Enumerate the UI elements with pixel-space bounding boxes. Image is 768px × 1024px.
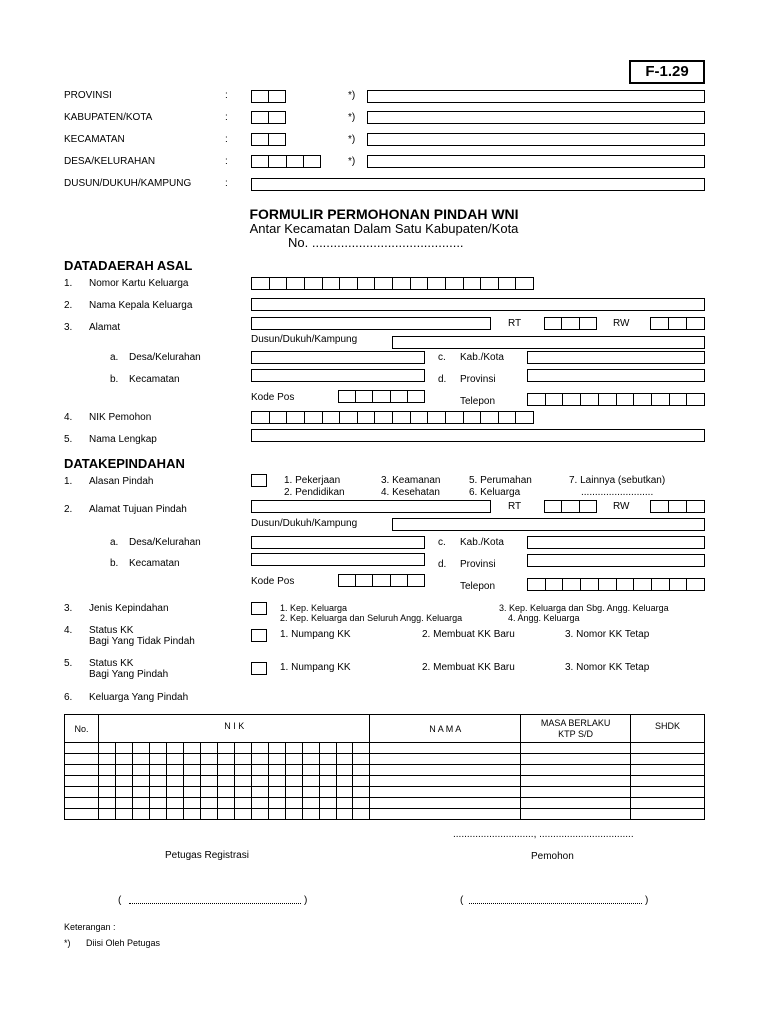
item-number: 3. xyxy=(64,603,73,614)
table-cell[interactable] xyxy=(115,798,132,809)
table-cell[interactable] xyxy=(115,787,132,798)
dusun-label: Dusun/Dukuh/Kampung xyxy=(251,334,358,345)
table-cell[interactable] xyxy=(631,743,705,754)
table-cell[interactable] xyxy=(353,765,370,776)
table-cell[interactable] xyxy=(319,809,336,820)
nomor-kk-field[interactable] xyxy=(251,277,534,290)
alamat-field[interactable] xyxy=(251,317,491,330)
header-note: *) xyxy=(348,90,356,101)
table-cell[interactable] xyxy=(65,776,99,787)
status-kk-tidak-pindah-checkbox[interactable] xyxy=(251,629,267,642)
table-row xyxy=(65,798,705,809)
table-cell[interactable] xyxy=(285,754,302,765)
kode-pos-asal-field[interactable] xyxy=(338,390,425,403)
status-kk-option: 2. Membuat KK Baru xyxy=(422,662,515,673)
desa-code-field[interactable] xyxy=(251,155,321,168)
notes-text: Diisi Oleh Petugas xyxy=(86,938,161,948)
label-nik-pemohon: NIK Pemohon xyxy=(89,412,152,423)
table-cell[interactable] xyxy=(149,776,166,787)
table-cell[interactable] xyxy=(521,765,631,776)
table-cell[interactable] xyxy=(353,798,370,809)
desa-label: Desa/Kelurahan xyxy=(129,537,201,548)
header-label-kecamatan: KECAMATAN xyxy=(64,134,125,145)
dusun-tujuan-field[interactable] xyxy=(392,518,705,531)
table-cell[interactable] xyxy=(302,776,319,787)
jenis-kepindahan-checkbox[interactable] xyxy=(251,602,267,615)
petugas-label: Petugas Registrasi xyxy=(165,850,249,861)
provinsi-code-field[interactable] xyxy=(251,90,286,103)
desa-tujuan-field[interactable] xyxy=(251,536,425,549)
column-header-masa-line2: KTP S/D xyxy=(558,728,594,739)
table-cell[interactable] xyxy=(521,776,631,787)
rt-field[interactable] xyxy=(544,317,597,330)
table-cell[interactable] xyxy=(217,798,234,809)
table-row xyxy=(65,776,705,787)
table-cell[interactable] xyxy=(370,787,521,798)
item-number: 4. xyxy=(64,412,73,423)
table-row xyxy=(65,809,705,820)
table-cell[interactable] xyxy=(234,743,251,754)
header-label-dusun: DUSUN/DUKUH/KAMPUNG xyxy=(64,178,192,189)
petugas-signature-line[interactable] xyxy=(129,903,301,904)
nama-kepala-field[interactable] xyxy=(251,298,705,311)
table-cell[interactable] xyxy=(336,754,353,765)
kode-pos-tujuan-field[interactable] xyxy=(338,574,425,587)
label-status-kk-tidak-pindah-sub: Bagi Yang Tidak Pindah xyxy=(89,636,195,647)
table-cell[interactable] xyxy=(200,754,217,765)
table-cell[interactable] xyxy=(200,787,217,798)
table-cell[interactable] xyxy=(115,809,132,820)
jenis-option: 1. Kep. Keluarga xyxy=(280,603,348,613)
table-cell[interactable] xyxy=(285,809,302,820)
table-cell[interactable] xyxy=(285,798,302,809)
sub-letter: b. xyxy=(110,374,119,385)
table-cell[interactable] xyxy=(98,754,115,765)
dusun-label: Dusun/Dukuh/Kampung xyxy=(251,518,358,529)
table-cell[interactable] xyxy=(200,765,217,776)
table-cell[interactable] xyxy=(132,765,149,776)
table-cell[interactable] xyxy=(268,743,285,754)
jenis-option: 3. Kep. Keluarga dan Sbg. Angg. Keluarga xyxy=(499,603,669,613)
table-cell[interactable] xyxy=(234,765,251,776)
table-row xyxy=(65,787,705,798)
sub-letter: b. xyxy=(110,558,119,569)
table-cell[interactable] xyxy=(166,798,183,809)
date-line: ............................., .................................. xyxy=(453,829,634,840)
table-cell[interactable] xyxy=(285,765,302,776)
dusun-name-field[interactable] xyxy=(251,178,705,191)
table-cell[interactable] xyxy=(217,765,234,776)
table-cell[interactable] xyxy=(370,754,521,765)
provinsi-asal-field[interactable] xyxy=(527,369,705,382)
table-cell[interactable] xyxy=(217,743,234,754)
table-cell[interactable] xyxy=(98,809,115,820)
notes-title: Keterangan : xyxy=(64,922,116,932)
kab-asal-field[interactable] xyxy=(527,351,705,364)
header-colon: : xyxy=(225,112,228,123)
table-cell[interactable] xyxy=(98,776,115,787)
table-cell[interactable] xyxy=(285,787,302,798)
label-status-kk-pindah-sub: Bagi Yang Pindah xyxy=(89,669,169,680)
table-cell[interactable] xyxy=(200,776,217,787)
provinsi-label: Provinsi xyxy=(460,374,496,385)
table-cell[interactable] xyxy=(234,754,251,765)
table-cell[interactable] xyxy=(132,776,149,787)
table-cell[interactable] xyxy=(251,798,268,809)
table-cell[interactable] xyxy=(166,743,183,754)
table-cell[interactable] xyxy=(149,809,166,820)
item-number: 3. xyxy=(64,322,73,333)
table-cell[interactable] xyxy=(65,787,99,798)
sub-letter: a. xyxy=(110,537,119,548)
table-cell[interactable] xyxy=(631,809,705,820)
table-row xyxy=(65,765,705,776)
rt-label: RT xyxy=(508,318,522,329)
kabupaten-name-field[interactable] xyxy=(367,111,705,124)
table-cell[interactable] xyxy=(183,809,200,820)
jenis-option: 4. Angg. Keluarga xyxy=(508,613,580,623)
column-header-nama: N A M A xyxy=(370,715,521,743)
table-cell[interactable] xyxy=(268,765,285,776)
table-cell[interactable] xyxy=(65,754,99,765)
reason-option: 5. Perumahan xyxy=(469,475,532,486)
table-cell[interactable] xyxy=(115,743,132,754)
table-cell[interactable] xyxy=(149,787,166,798)
table-cell[interactable] xyxy=(166,787,183,798)
kode-pos-label: Kode Pos xyxy=(251,392,295,403)
section-heading-asal: DATADAERAH ASAL xyxy=(64,258,193,273)
item-number: 2. xyxy=(64,300,73,311)
table-cell[interactable] xyxy=(200,743,217,754)
item-number: 6. xyxy=(64,692,73,703)
table-cell[interactable] xyxy=(98,787,115,798)
kecamatan-name-field[interactable] xyxy=(367,133,705,146)
kode-pos-label: Kode Pos xyxy=(251,576,295,587)
table-cell[interactable] xyxy=(217,809,234,820)
table-cell[interactable] xyxy=(149,754,166,765)
table-cell[interactable] xyxy=(302,798,319,809)
sub-letter: d. xyxy=(438,374,447,385)
jenis-option: 2. Kep. Keluarga dan Seluruh Angg. Keluarga xyxy=(280,613,463,623)
table-cell[interactable] xyxy=(302,787,319,798)
table-cell[interactable] xyxy=(319,798,336,809)
status-kk-option: 3. Nomor KK Tetap xyxy=(565,662,650,673)
reason-option: 4. Kesehatan xyxy=(381,487,440,498)
signature-paren-open: ( xyxy=(118,895,122,906)
table-cell[interactable] xyxy=(200,798,217,809)
table-cell[interactable] xyxy=(319,787,336,798)
rw-tujuan-field[interactable] xyxy=(650,500,705,513)
table-row xyxy=(65,743,705,754)
nik-pemohon-field[interactable] xyxy=(251,411,534,424)
rw-field[interactable] xyxy=(650,317,705,330)
table-cell[interactable] xyxy=(132,798,149,809)
table-cell[interactable] xyxy=(65,765,99,776)
telepon-tujuan-field[interactable] xyxy=(527,578,705,591)
table-cell[interactable] xyxy=(98,743,115,754)
table-cell[interactable] xyxy=(268,809,285,820)
sub-letter: a. xyxy=(110,352,119,363)
status-kk-option: 1. Numpang KK xyxy=(280,629,351,640)
notes-mark: *) xyxy=(64,938,71,948)
desa-name-field[interactable] xyxy=(367,155,705,168)
header-note: *) xyxy=(348,134,356,145)
provinsi-label: Provinsi xyxy=(460,559,496,570)
sub-letter: c. xyxy=(438,537,446,548)
table-cell[interactable] xyxy=(268,776,285,787)
table-cell[interactable] xyxy=(370,743,521,754)
table-cell[interactable] xyxy=(268,787,285,798)
column-header-nik: N I K xyxy=(98,715,370,743)
table-cell[interactable] xyxy=(353,754,370,765)
table-cell[interactable] xyxy=(319,754,336,765)
label-status-kk-pindah: Status KK xyxy=(89,658,134,669)
table-cell[interactable] xyxy=(251,787,268,798)
signature-paren-close: ) xyxy=(304,895,308,906)
table-cell[interactable] xyxy=(302,809,319,820)
family-table-header xyxy=(65,715,705,743)
column-header-shdk: SHDK xyxy=(631,715,705,743)
table-cell[interactable] xyxy=(268,798,285,809)
form-number: No. .......................................... xyxy=(288,235,464,250)
alasan-pindah-checkbox[interactable] xyxy=(251,474,267,487)
pemohon-signature-line[interactable] xyxy=(469,903,642,904)
item-number: 1. xyxy=(64,476,73,487)
table-cell[interactable] xyxy=(65,743,99,754)
table-cell[interactable] xyxy=(370,765,521,776)
signature-paren-close: ) xyxy=(645,895,649,906)
table-cell[interactable] xyxy=(521,798,631,809)
table-cell[interactable] xyxy=(336,776,353,787)
form-code: F-1.29 xyxy=(645,63,689,80)
table-cell[interactable] xyxy=(98,798,115,809)
header-colon: : xyxy=(225,156,228,167)
table-cell[interactable] xyxy=(353,776,370,787)
table-cell[interactable] xyxy=(217,754,234,765)
telepon-label: Telepon xyxy=(460,396,496,407)
kab-label: Kab./Kota xyxy=(460,537,504,548)
table-cell[interactable] xyxy=(319,743,336,754)
label-nama-lengkap: Nama Lengkap xyxy=(89,434,157,445)
table-cell[interactable] xyxy=(115,776,132,787)
table-cell[interactable] xyxy=(370,798,521,809)
table-cell[interactable] xyxy=(302,754,319,765)
table-cell[interactable] xyxy=(631,798,705,809)
desa-asal-field[interactable] xyxy=(251,351,425,364)
table-cell[interactable] xyxy=(251,809,268,820)
header-label-desa: DESA/KELURAHAN xyxy=(64,156,156,167)
header-label-kabupaten: KABUPATEN/KOTA xyxy=(64,112,153,123)
status-kk-option: 3. Nomor KK Tetap xyxy=(565,629,650,640)
table-cell[interactable] xyxy=(353,809,370,820)
form-subtitle: Antar Kecamatan Dalam Satu Kabupaten/Kota xyxy=(249,221,519,236)
provinsi-tujuan-field[interactable] xyxy=(527,554,705,567)
table-cell[interactable] xyxy=(302,765,319,776)
header-note: *) xyxy=(348,156,356,167)
table-cell[interactable] xyxy=(370,809,521,820)
table-cell[interactable] xyxy=(521,809,631,820)
item-number: 5. xyxy=(64,434,73,445)
table-cell[interactable] xyxy=(336,798,353,809)
table-cell[interactable] xyxy=(353,743,370,754)
kecamatan-asal-field[interactable] xyxy=(251,369,425,382)
table-cell[interactable] xyxy=(98,765,115,776)
table-cell[interactable] xyxy=(234,787,251,798)
table-cell[interactable] xyxy=(166,754,183,765)
column-header-no: No. xyxy=(65,715,99,743)
table-cell[interactable] xyxy=(65,798,99,809)
section-heading-pindah: DATAKEPINDAHAN xyxy=(64,456,185,471)
table-cell[interactable] xyxy=(251,765,268,776)
table-cell[interactable] xyxy=(521,743,631,754)
table-cell[interactable] xyxy=(183,754,200,765)
table-cell[interactable] xyxy=(132,787,149,798)
table-cell[interactable] xyxy=(521,787,631,798)
table-cell[interactable] xyxy=(149,743,166,754)
header-label-provinsi: PROVINSI xyxy=(64,90,112,101)
table-cell[interactable] xyxy=(183,743,200,754)
table-cell[interactable] xyxy=(302,743,319,754)
reason-option: 3. Keamanan xyxy=(381,475,441,486)
table-cell[interactable] xyxy=(183,798,200,809)
telepon-asal-field[interactable] xyxy=(527,393,705,406)
table-cell[interactable] xyxy=(183,787,200,798)
label-alamat: Alamat xyxy=(89,322,121,333)
kecamatan-label: Kecamatan xyxy=(129,558,180,569)
table-cell[interactable] xyxy=(521,754,631,765)
kab-label: Kab./Kota xyxy=(460,352,504,363)
column-header-masa xyxy=(521,715,631,743)
label-nama-kepala: Nama Kepala Keluarga xyxy=(89,300,193,311)
table-cell[interactable] xyxy=(115,765,132,776)
table-cell[interactable] xyxy=(285,776,302,787)
item-number: 4. xyxy=(64,625,73,636)
table-cell[interactable] xyxy=(370,776,521,787)
table-cell[interactable] xyxy=(336,809,353,820)
label-alamat-tujuan: Alamat Tujuan Pindah xyxy=(89,504,187,515)
table-cell[interactable] xyxy=(217,776,234,787)
table-cell[interactable] xyxy=(234,798,251,809)
dusun-asal-field[interactable] xyxy=(392,336,705,349)
table-cell[interactable] xyxy=(132,809,149,820)
table-cell[interactable] xyxy=(631,787,705,798)
reason-option: 6. Keluarga xyxy=(469,487,521,498)
table-cell[interactable] xyxy=(234,776,251,787)
kab-tujuan-field[interactable] xyxy=(527,536,705,549)
rw-label: RW xyxy=(613,318,630,329)
status-kk-pindah-checkbox[interactable] xyxy=(251,662,267,675)
table-cell[interactable] xyxy=(132,754,149,765)
table-cell[interactable] xyxy=(166,765,183,776)
table-cell[interactable] xyxy=(353,787,370,798)
table-cell[interactable] xyxy=(631,754,705,765)
nama-lengkap-field[interactable] xyxy=(251,429,705,442)
table-cell[interactable] xyxy=(183,765,200,776)
kecamatan-label: Kecamatan xyxy=(129,374,180,385)
provinsi-name-field[interactable] xyxy=(367,90,705,103)
signature-paren-open: ( xyxy=(460,895,464,906)
kecamatan-code-field[interactable] xyxy=(251,133,286,146)
status-kk-option: 2. Membuat KK Baru xyxy=(422,629,515,640)
header-colon: : xyxy=(225,134,228,145)
table-row xyxy=(65,754,705,765)
telepon-label: Telepon xyxy=(460,581,496,592)
rt-label: RT xyxy=(508,501,522,512)
label-alasan-pindah: Alasan Pindah xyxy=(89,476,154,487)
table-cell[interactable] xyxy=(183,776,200,787)
table-cell[interactable] xyxy=(336,765,353,776)
table-cell[interactable] xyxy=(336,787,353,798)
header-colon: : xyxy=(225,90,228,101)
reason-other-line: .......................... xyxy=(581,487,654,498)
table-cell[interactable] xyxy=(285,743,302,754)
table-cell[interactable] xyxy=(200,809,217,820)
column-header-masa-line1: MASA BERLAKU xyxy=(540,717,611,728)
sub-letter: d. xyxy=(438,559,447,570)
table-cell[interactable] xyxy=(319,765,336,776)
reason-option: 7. Lainnya (sebutkan) xyxy=(569,475,666,486)
label-jenis-kepindahan: Jenis Kepindahan xyxy=(89,603,169,614)
reason-option: 2. Pendidikan xyxy=(284,487,345,498)
table-cell[interactable] xyxy=(115,754,132,765)
label-keluarga-pindah: Keluarga Yang Pindah xyxy=(89,692,189,703)
table-cell[interactable] xyxy=(251,776,268,787)
table-cell[interactable] xyxy=(234,809,251,820)
status-kk-option: 1. Numpang KK xyxy=(280,662,351,673)
table-cell[interactable] xyxy=(251,754,268,765)
kecamatan-tujuan-field[interactable] xyxy=(251,553,425,566)
table-cell[interactable] xyxy=(631,776,705,787)
label-nomor-kk: Nomor Kartu Keluarga xyxy=(89,278,189,289)
table-cell[interactable] xyxy=(336,743,353,754)
table-cell[interactable] xyxy=(319,776,336,787)
header-note: *) xyxy=(348,112,356,123)
label-status-kk-tidak-pindah: Status KK xyxy=(89,625,134,636)
rw-label: RW xyxy=(613,501,630,512)
rt-tujuan-field[interactable] xyxy=(544,500,597,513)
table-cell[interactable] xyxy=(631,765,705,776)
table-cell[interactable] xyxy=(149,765,166,776)
alamat-tujuan-field[interactable] xyxy=(251,500,491,513)
table-cell[interactable] xyxy=(132,743,149,754)
item-number: 2. xyxy=(64,504,73,515)
table-cell[interactable] xyxy=(65,809,99,820)
item-number: 1. xyxy=(64,278,73,289)
desa-label: Desa/Kelurahan xyxy=(129,352,201,363)
family-table xyxy=(64,714,705,820)
kabupaten-code-field[interactable] xyxy=(251,111,286,124)
table-cell[interactable] xyxy=(251,743,268,754)
table-cell[interactable] xyxy=(217,787,234,798)
table-cell[interactable] xyxy=(166,776,183,787)
table-cell[interactable] xyxy=(268,754,285,765)
sub-letter: c. xyxy=(438,352,446,363)
pemohon-label: Pemohon xyxy=(531,851,574,862)
header-colon: : xyxy=(225,178,228,189)
form-title: FORMULIR PERMOHONAN PINDAH WNI xyxy=(249,206,519,222)
reason-option: 1. Pekerjaan xyxy=(284,475,341,486)
item-number: 5. xyxy=(64,658,73,669)
table-cell[interactable] xyxy=(149,798,166,809)
table-cell[interactable] xyxy=(166,809,183,820)
